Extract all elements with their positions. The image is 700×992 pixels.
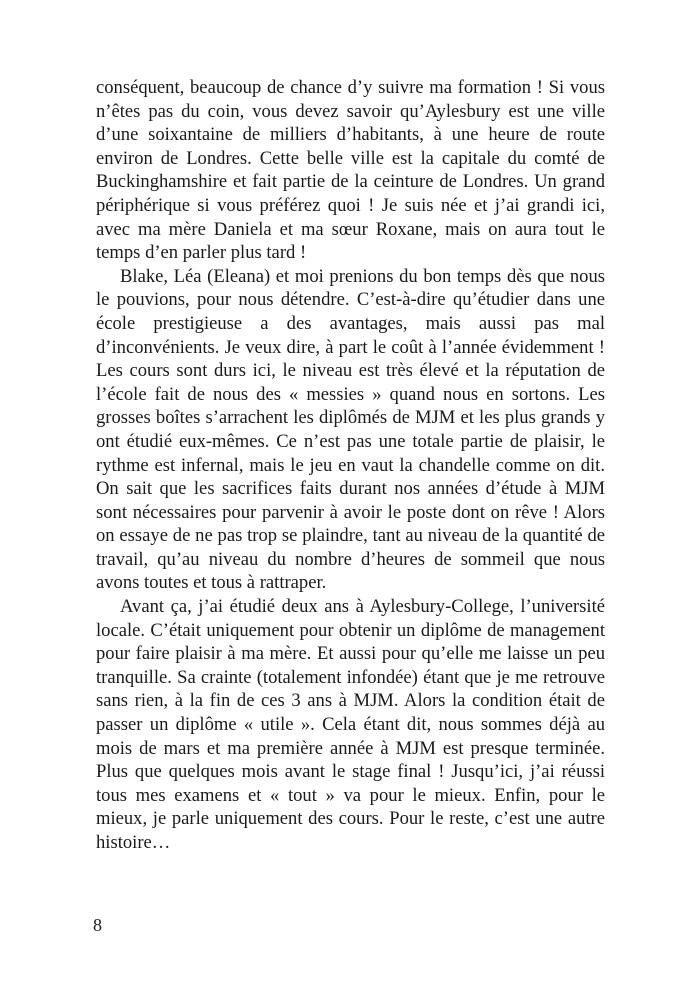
paragraph-3: Avant ça, j’ai étudié deux ans à Aylesbury-College, l’université locale. C’était uniquement pour obtenir un diplôme de management pour faire plaisir à ma mère. Et aussi pour qu’elle me laisse un peu tranquille. Sa crainte (totalement infondée) étant que je me retrouve sans rien, à la fin de ces 3 ans à MJM. Alors la condition était de passer un diplôme « utile ». Cela étant dit, nous sommes déjà au mois de mars et ma première année à MJM est presque terminée. Plus que quelques mois avant le stage final ! Jusqu’ici, j’ai réussi tous mes examens et « tout » va pour le mieux. Enfin, pour le mieux, je parle uniquement des cours. Pour le reste, c’est une autre histoire… [96,596,605,853]
paragraph-continued: conséquent, beaucoup de chance d’y suivre ma formation ! Si vous n’êtes pas du coin, vous devez savoir qu’Aylesbury est une ville d’une soixantaine de milliers d’habitants, à une heure de route environ de Londres. Cette belle ville est la capitale du comté de Buckinghamshire et fait partie de la ceinture de Londres. Un grand périphérique si vous préférez quoi ! Je suis née et j’ai grandi ici, avec ma mère Daniela et ma sœur Roxane, mais on aura tout le temps d’en parler plus tard ! [96,77,605,264]
paragraph-2: Blake, Léa (Eleana) et moi prenions du bon temps dès que nous le pouvions, pour nous détendre. C’est-à-dire qu’étudier dans une école prestigieuse a des avantages, mais aussi pas mal d’inconvénients. Je veux dire, à part le coût à l’année évidemment ! Les cours sont durs ici, le niveau est très élevé et la réputation de l’école fait de nous des « messies » quand nous en sortons. Les grosses boîtes s’arrachent les diplômés de MJM et les plus grands y ont étudié eux-mêmes. Ce n’est pas une totale partie de plaisir, le rythme est infernal, mais le jeu en vaut la chandelle comme on dit. On sait que les sacrifices faits durant nos années d’étude à MJM sont nécessaires pour parvenir à avoir le poste dont on rêve ! Alors on essaye de ne pas trop se plaindre, tant au niveau de la quantité de travail, qu’au niveau du nombre d’heures de sommeil que nous avons toutes et tous à rattraper. [96,265,605,594]
body-text [96,76,605,855]
page-number: 8 [93,915,102,935]
